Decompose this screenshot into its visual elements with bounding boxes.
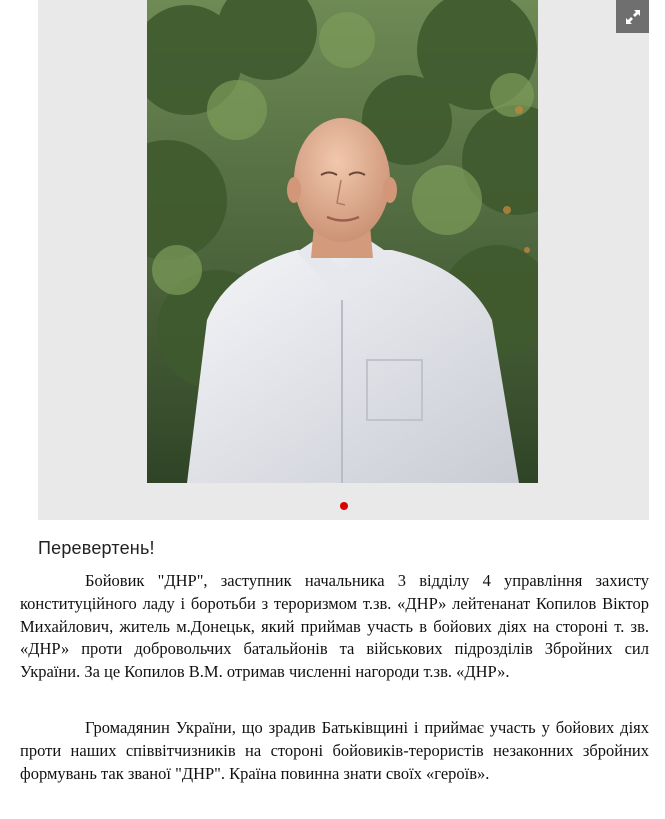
photo-gallery (38, 0, 649, 520)
article-title: Перевертень! (38, 538, 155, 558)
expand-icon (625, 9, 641, 25)
article-paragraph: Громадянин України, що зрадив Батьківщині і приймає участь у бойових діях проти наших співвітчизників на стороні бойовиків-терористів незаконних збройних формувань так званої "ДНР". Країна повинна знати своїх «героїв». (20, 718, 649, 783)
fullscreen-button[interactable] (616, 0, 649, 33)
slider-dot[interactable] (340, 502, 348, 510)
portrait-image (147, 0, 538, 483)
gallery-photo[interactable] (147, 0, 538, 483)
slider-dots (38, 497, 649, 507)
article-paragraph: Бойовик "ДНР", заступник начальника 3 відділу 4 управління захисту конституційного ладу і боротьби з тероризмом т.зв. «ДНР» лейтенанат Копилов Віктор Михайлович, житель м.Донецьк, який приймав участь в бойових діях на стороні т. зв. «ДНР» проти добровольчих батальйонів та військових підрозділів Збройних сил України. За це Копилов В.М. отримав численні нагороди т.зв. «ДНР». (20, 571, 649, 682)
